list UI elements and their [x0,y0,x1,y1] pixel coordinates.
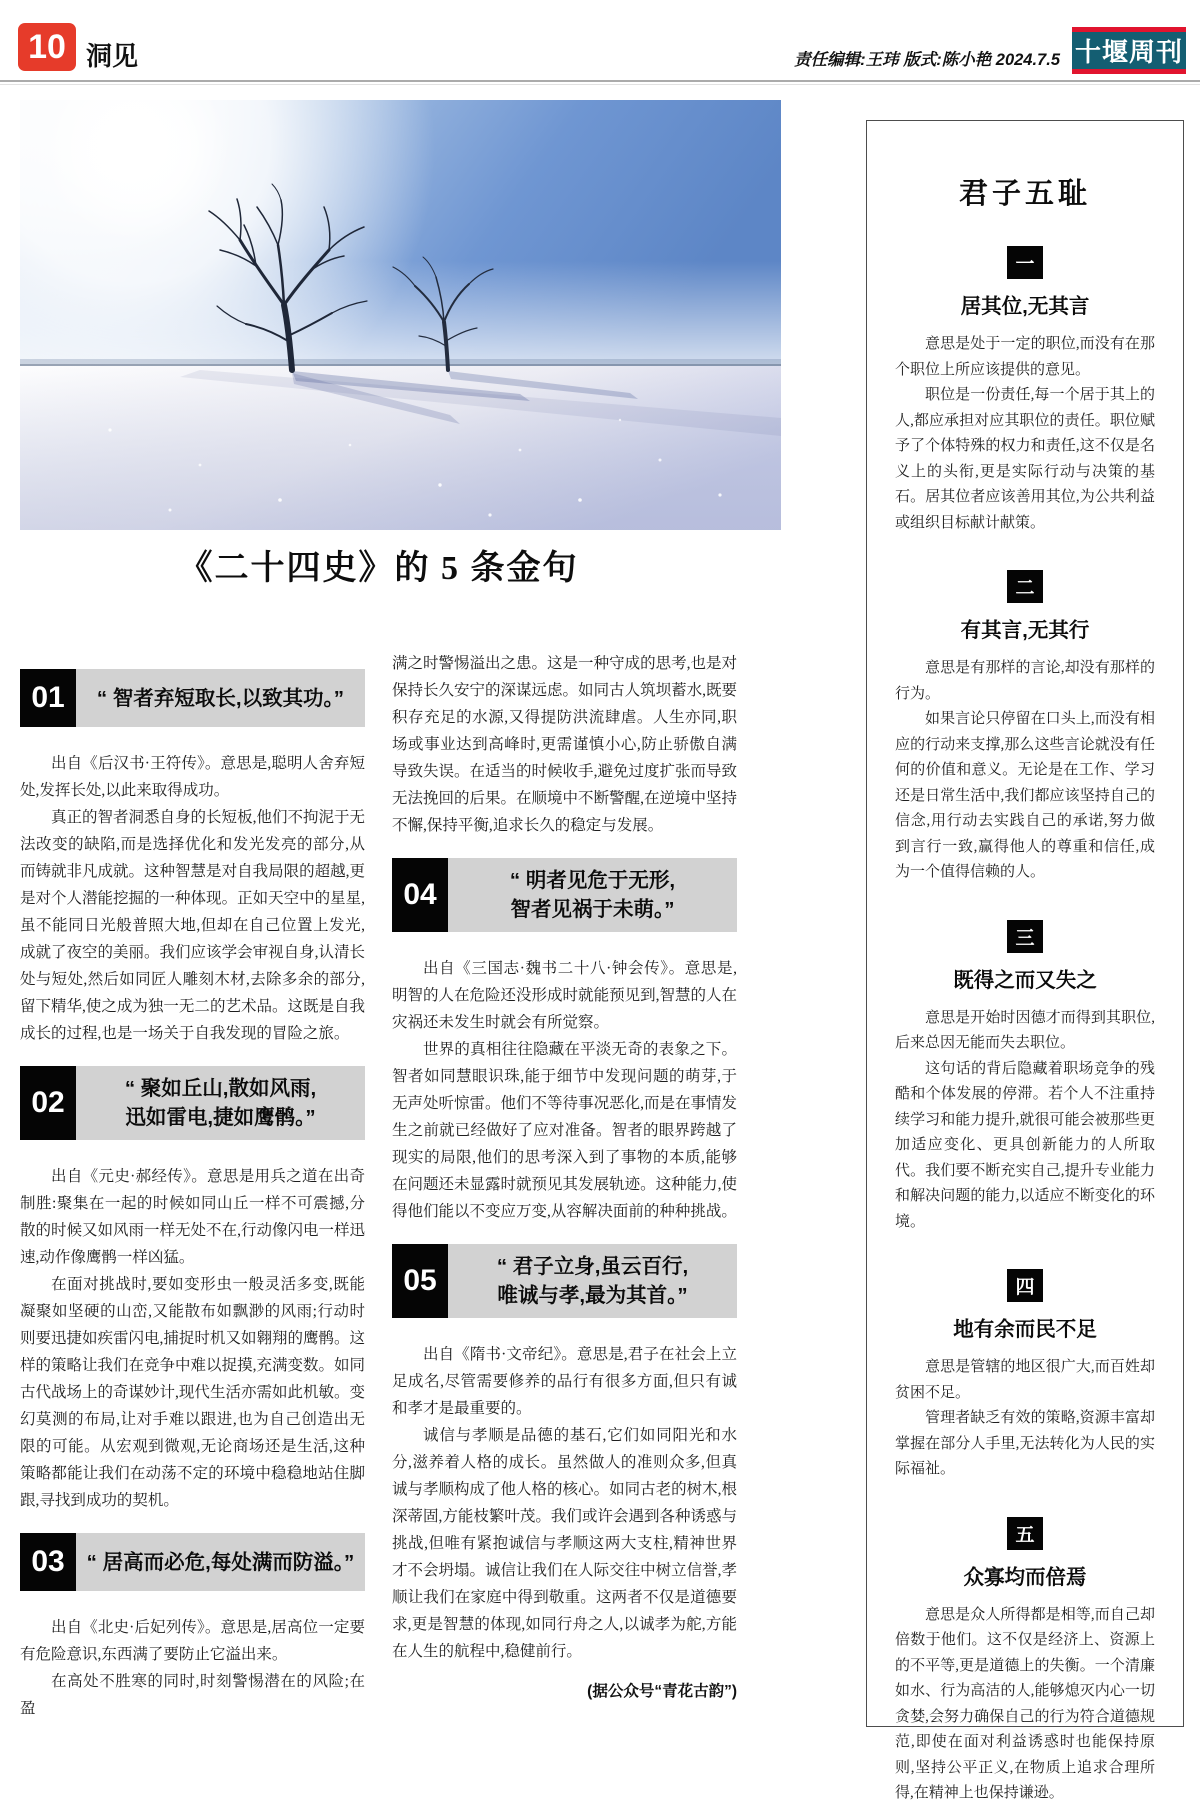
source-attribution: (据公众号“青花古韵”) [587,1683,737,1700]
section-paragraph: 意思是管辖的地区很广大,而百姓却贫困不足。 [895,1359,1155,1401]
sidebar-section-1 [895,246,1155,536]
quote-card-03 [20,1533,365,1591]
section-heading: 有其言,无其行 [960,619,1090,642]
winter-scene-illustration [20,100,781,530]
quote-line: 迅如雷电,捷如鹰鹘。” [125,1106,316,1129]
quote-card-02 [20,1066,365,1140]
paragraph: 出自《元史·郝经传》。意思是用兵之道在出奇制胜:聚集在一起的时候如同山丘一样不可震撼,分散的时候又如风雨一样无处不在,行动像闪电一样迅速,动作像鹰鹘一样凶猛。 [20,1168,365,1266]
quote-card-01 [20,669,365,727]
section-heading: 居其位,无其言 [960,295,1090,318]
section-heading: 地有余而民不足 [953,1318,1097,1341]
sidebar-section-4 [895,1269,1155,1483]
article-column-1 [20,650,365,1722]
section-paragraph: 职位是一份责任,每一个居于其上的人,都应承担对应其职位的责任。职位赋予了个体特殊的权力和责任,这不仅是名义上的头衔,更是实际行动与决策的基石。居其位者应该善用其位,为公共利益或组织目标献计献策。 [895,387,1155,531]
sidebar-title: 君子五耻 [958,178,1091,210]
header-divider-shadow [0,84,1200,85]
header-divider [0,80,1200,82]
quote-number-03: 03 [20,1533,76,1591]
quote-line: 唯诚与孝,最为其首。” [497,1284,688,1307]
quote-line: “ 居高而必危,每处满而防溢。” [86,1550,355,1574]
section-heading: 众寡均而倍焉 [963,1565,1087,1589]
quote-card-04 [392,858,737,932]
section-paragraph: 管理者缺乏有效的策略,资源丰富却掌握在部分人手里,无法转化为人民的实际福祉。 [895,1410,1155,1477]
section-number-badge: 四 [1007,1269,1043,1302]
page-number-badge [18,23,76,71]
section-label: 洞见 [86,41,139,71]
sidebar-section-3 [895,920,1155,1236]
article-column-2 [392,650,737,1701]
quote-number-04: 04 [392,858,448,932]
section-number-badge: 二 [1007,570,1043,603]
section-paragraph: 如果言论只停留在口头上,而没有相应的行动来支撑,那么这些言论就没有任何的价值和意义。无论是在工作、学习还是日常生活中,我们都应该坚持自己的信念,用行动去实践自己的承诺,努力做到言行一致,赢得他人的尊重和信任,成为一个值得信赖的人。 [895,711,1155,880]
masthead-title: 十堰周刊 [1074,38,1183,67]
paragraph: 出自《三国志·魏书二十八·钟会传》。意思是,明智的人在危险还没形成时就能预见到,智慧的人在灾祸还未发生时就会有所觉察。 [392,960,737,1031]
quote-line: “ 君子立身,虽云百行, [496,1255,689,1278]
section-heading: 既得之而又失之 [953,968,1097,992]
quote-line: “ 聚如丘山,散如风雨, [124,1077,317,1100]
quote-text-04 [448,858,737,932]
winter-trees-photo [20,100,781,530]
paragraph: 世界的真相往往隐藏在平淡无奇的表象之下。智者如同慧眼识珠,能于细节中发现问题的萌芽,于无声处听惊雷。他们不等待事况恶化,而是在事情发生之前就已经做好了应对准备。智者的眼界跨越了现实的局限,他们的思考深入到了事物的本质,能够在问题还未显露时就预见其发展轨迹。这种能力,使得他们能以不变应万变,从容解决面前的种种挑战。 [392,1041,737,1220]
quote-number-02: 02 [20,1066,76,1140]
quote-number-05: 05 [392,1244,448,1318]
section-paragraph: 意思是开始时因德才而得到其职位,后来总因无能而失去职位。 [895,1009,1155,1051]
masthead-logo [1072,27,1186,74]
paragraph: 出自《北史·后妃列传》。意思是,居高位一定要有危险意识,东西满了要防止它溢出来。 [20,1619,365,1663]
paragraph: 在高处不胜寒的同时,时刻警惕潜在的风险;在盈 [20,1673,365,1717]
section-paragraph: 意思是有那样的言论,却没有那样的行为。 [895,660,1155,702]
quote-line: “ 明者见危于无形, [509,869,676,892]
page-number: 10 [28,27,66,66]
editor-credit: 责任编辑:王玮 版式:陈小艳 2024.7.5 [794,51,1060,69]
section-number-badge: 三 [1007,920,1043,953]
quote-line: “ 智者弃短取长,以致其功。” [96,686,345,710]
section-number-badge: 一 [1007,246,1043,279]
section-number-badge: 五 [1007,1517,1043,1550]
paragraph: 出自《后汉书·王符传》。意思是,聪明人舍弃短处,发挥长处,以此来取得成功。 [20,755,365,799]
paragraph: 满之时警惕溢出之患。这是一种守成的思考,也是对保持长久安宁的深谋远虑。如同古人筑坝蓄水,既要积存充足的水源,又得提防洪流肆虐。人生亦同,职场或事业达到高峰时,更需谨慎小心,防止骄傲自满导致失误。在适当的时候收手,避免过度扩张而导致无法挽回的后果。在顺境中不断警醒,在逆境中坚持不懈,保持平衡,追求长久的稳定与发展。 [392,655,737,834]
quote-line: 智者见祸于未萌。” [510,898,675,921]
section-paragraph: 意思是处于一定的职位,而没有在那个职位上所应该提供的意见。 [895,336,1155,378]
section-paragraph: 意思是众人所得都是相等,而自己却倍数于他们。这不仅是经济上、资源上的不平等,更是道德上的失衡。一个清廉如水、行为高洁的人,能够熄灭内心一切贪婪,会努力确保自己的行为符合道德规范,即使在面对利益诱惑时也能保持原则,坚持公平正义,在物质上追求合理所得,在精神上也保持谦逊。 [895,1606,1155,1801]
paragraph: 在面对挑战时,要如变形虫一般灵活多变,既能凝聚如坚硬的山峦,又能散布如飘渺的风雨;行动时则要迅捷如疾雷闪电,捕捉时机又如翱翔的鹰鹘。这样的策略让我们在竞争中难以捉摸,充满变数。如同古代战场上的奇谋妙计,现代生活亦需如此机敏。变幻莫测的布局,让对手难以跟进,也为自己创造出无限的可能。从宏观到微观,无论商场还是生活,这种策略都能让我们在动荡不定的环境中稳稳地站住脚跟,寻找到成功的契机。 [20,1276,365,1509]
quote-card-05 [392,1244,737,1318]
quote-text-05 [448,1244,737,1318]
sidebar-section-2 [895,570,1155,886]
quote-number-01: 01 [20,669,76,727]
paragraph: 诚信与孝顺是品德的基石,它们如同阳光和水分,滋养着人格的成长。虽然做人的准则众多,但真诚与孝顺构成了他人格的核心。如同古老的树木,根深蒂固,方能枝繁叶茂。我们或许会遇到各种诱惑与挑战,但唯有紧抱诚信与孝顺这两大支柱,精神世界才不会坍塌。诚信让我们在人际交往中树立信誉,孝顺让我们在家庭中得到敬重。这两者不仅是道德要求,更是智慧的体现,如同行舟之人,以诚孝为舵,方能在人生的航程中,稳健前行。 [392,1427,737,1660]
paragraph: 真正的智者洞悉自身的长短板,他们不拘泥于无法改变的缺陷,而是选择优化和发光发亮的部分,从而铸就非凡成就。这种智慧是对自我局限的超越,更是对个人潜能挖掘的一种体现。正如天空中的星星,虽不能同日光般普照大地,但却在自己位置上发光,成就了夜空的美丽。我们应该学会审视自身,认清长处与短处,然后如同匠人雕刻木材,去除多余的部分,留下精华,使之成为独一无二的艺术品。这既是自我成长的过程,也是一场关于自我发现的冒险之旅。 [20,809,365,1042]
article-title: 《二十四史》的 5 条金句 [178,550,579,587]
sidebar-section-5 [895,1517,1155,1807]
quote-text-03 [76,1533,365,1591]
paragraph: 出自《隋书·文帝纪》。意思是,君子在社会上立足成名,尽管需要修养的品行有很多方面,但只有诚和孝才是最重要的。 [392,1346,737,1417]
quote-text-02 [76,1066,365,1140]
sidebar-card [866,120,1184,1801]
quote-text-01 [76,669,365,727]
section-paragraph: 这句话的背后隐藏着职场竞争的残酷和个体发展的停滞。若个人不注重持续学习和能力提升,就很可能会被那些更加适应变化、更具创新能力的人所取代。我们要不断充实自己,提升专业能力和解决问题的能力,以适应不断变化的环境。 [895,1060,1155,1230]
